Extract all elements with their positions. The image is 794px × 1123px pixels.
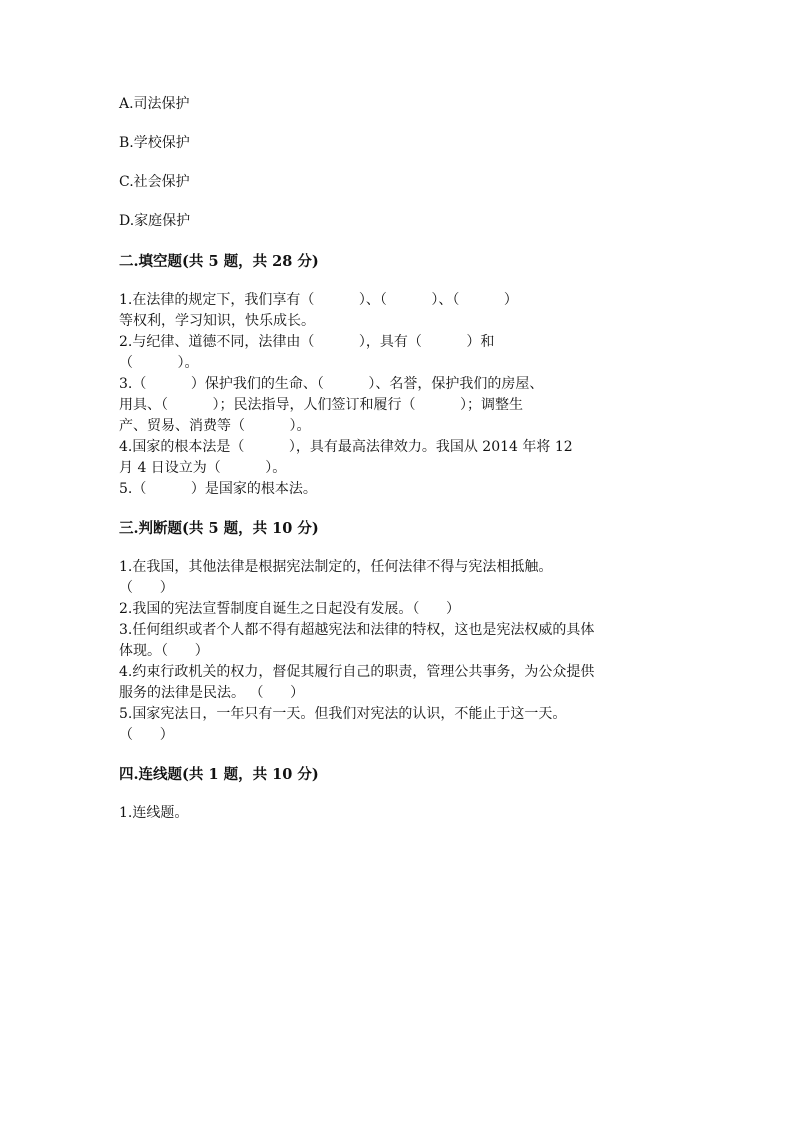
fill-blank-line: 产、贸易、消费等（ ）。 [119, 418, 311, 434]
judgment-line: 3.任何组织或者个人都不得有超越宪法和法律的特权，这也是宪法权威的具体 [119, 622, 595, 638]
option-list [119, 94, 679, 232]
judgment-line: （ ） [119, 727, 174, 743]
judgment-line: 1.在我国，其他法律是根据宪法制定的，任何法律不得与宪法相抵触。 [119, 559, 553, 575]
fill-blank-line: 2.与纪律、道德不同，法律由（ ），具有（ ）和 [119, 334, 495, 350]
section-fill-blank-title: 二.填空题(共 5 题，共 28 分) [119, 253, 319, 270]
judgment-line: 2.我国的宪法宣誓制度自诞生之日起没有发展。（ ） [119, 601, 461, 617]
fill-blank-line: 月 4 日设立为（ ）。 [119, 460, 287, 476]
matching-line: 1.连线题。 [119, 805, 189, 821]
option-d: D.家庭保护 [119, 213, 191, 229]
section-matching-title: 四.连线题(共 1 题，共 10 分) [119, 766, 319, 783]
fill-blank-line: 等权利，学习知识，快乐成长。 [119, 313, 315, 329]
option-b: B.学校保护 [119, 135, 190, 151]
section-matching-body [119, 803, 679, 824]
exam-page [119, 94, 679, 824]
section-fill-blank-body [119, 290, 679, 500]
fill-blank-line: （ ）。 [119, 355, 199, 371]
judgment-line: （ ） [119, 580, 174, 596]
judgment-line: 体现。（ ） [119, 643, 209, 659]
option-a: A.司法保护 [119, 96, 190, 112]
fill-blank-line: 4.国家的根本法是（ ），具有最高法律效力。我国从 2014 年将 12 [119, 439, 573, 455]
judgment-line: 4.约束行政机关的权力，督促其履行自己的职责，管理公共事务，为公众提供 [119, 664, 595, 680]
judgment-line: 服务的法律是民法。 （ ） [119, 685, 305, 701]
section-judgment-body [119, 557, 679, 746]
option-c: C.社会保护 [119, 174, 190, 190]
fill-blank-line: 1.在法律的规定下，我们享有（ ）、（ ）、（ ） [119, 292, 518, 308]
fill-blank-line: 5.（ ）是国家的根本法。 [119, 481, 317, 497]
judgment-line: 5.国家宪法日，一年只有一天。但我们对宪法的认识，不能止于这一天。 [119, 706, 567, 722]
section-judgment-title: 三.判断题(共 5 题，共 10 分) [119, 520, 319, 537]
fill-blank-line: 用具、（ ）；民法指导，人们签订和履行（ ）；调整生 [119, 397, 524, 413]
fill-blank-line: 3.（ ）保护我们的生命、（ ）、名誉，保护我们的房屋、 [119, 376, 544, 392]
